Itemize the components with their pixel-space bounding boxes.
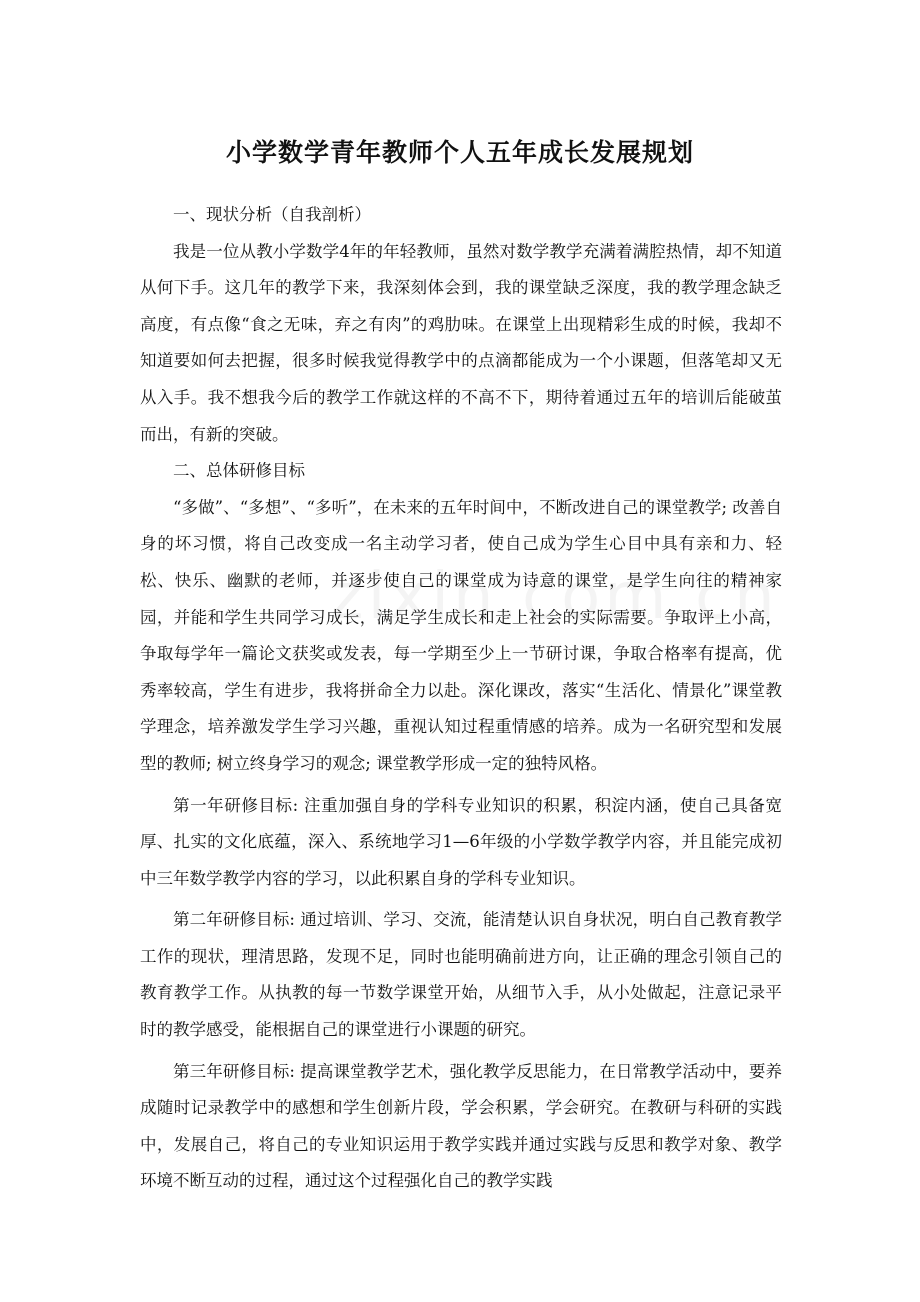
paragraph-status-analysis: 我是一位从教小学数学4年的年轻教师，虽然对数学教学充满着满腔热情，却不知道从何下手。这几年的教学下来，我深刻体会到，我的课堂缺乏深度，我的教学理念缺乏高度，有点像“食之无味，弃之有肉”的鸡肋味。在课堂上出现精彩生成的时候，我却不知道要如何去把握，很多时候我觉得教学中的点滴都能成为一个小课题，但落笔却又无从入手。我不想我今后的教学工作就这样的不高不下，期待着通过五年的培训后能破茧而出，有新的突破。 xyxy=(140,241,782,444)
section-heading-goals: 二、总体研修目标 xyxy=(173,461,305,481)
goal-label-year-3: 第三年研修目标: xyxy=(173,1061,295,1081)
paragraph-goal-year-3 xyxy=(140,1054,782,1200)
goal-label-year-1: 第一年研修目标: xyxy=(173,795,299,815)
goal-label-year-2: 第二年研修目标: xyxy=(173,910,295,930)
paragraph-overall-goals: “多做”、“多想”、“多听”，在未来的五年时间中，不断改进自己的课堂教学; 改善自身的坏习惯，将自己改变成一名主动学习者，使自己成为学生心目中具有亲和力、轻松、快乐、幽默的老师，并逐步使自己的课堂成为诗意的课堂，是学生向往的精神家园，并能和学生共同学习成长，满足学生成长和走上社会的实际需要。争取评上小高，争取每学年一篇论文获奖或发表，每一学期至少上一节研讨课，争取合格率有提高，优秀率较高，学生有进步，我将拼命全力以赴。深化课改，落实“生活化、情景化”课堂教学理念，培养激发学生学习兴趣，重视认知过程重情感的培养。成为一名研究型和发展型的教师; 树立终身学习的观念; 课堂教学形成一定的独特风格。 xyxy=(140,497,782,773)
paragraph-goal-year-2 xyxy=(140,902,782,1048)
goal-text-year-3: 提高课堂教学艺术，强化教学反思能力，在日常教学活动中，要养成随时记录教学中的感想和学生创新片段，学会积累，学会研究。在教研与科研的实践中，发展自己，将自己的专业知识运用于教学实践并通过实践与反思和教学对象、教学环境不断互动的过程，通过这个过程强化自己的教学实践 xyxy=(140,1061,783,1191)
goal-text-year-1: 注重加强自身的学科专业知识的积累，积淀内涵，使自己具备宽厚、扎实的文化底蕴，深入、系统地学习1—6年级的小学数学教学内容，并且能完成初中三年数学教学内容的学习，以此积累自身的学科专业知识。 xyxy=(140,795,783,888)
goal-text-year-2: 通过培训、学习、交流，能清楚认识自身状况，明白自己教育教学工作的现状，理清思路，发现不足，同时也能明确前进方向，让正确的理念引领自己的教育教学工作。从执教的每一节数学课堂开始，从细节入手，从小处做起，注意记录平时的教学感受，能根据自己的课堂进行小课题的研究。 xyxy=(140,910,783,1040)
section-heading-status: 一、现状分析（自我剖析） xyxy=(173,205,371,224)
document-body xyxy=(140,197,782,1200)
paragraph-goal-year-1 xyxy=(140,788,782,898)
document-title: 小学数学青年教师个人五年成长发展规划 xyxy=(225,137,694,167)
